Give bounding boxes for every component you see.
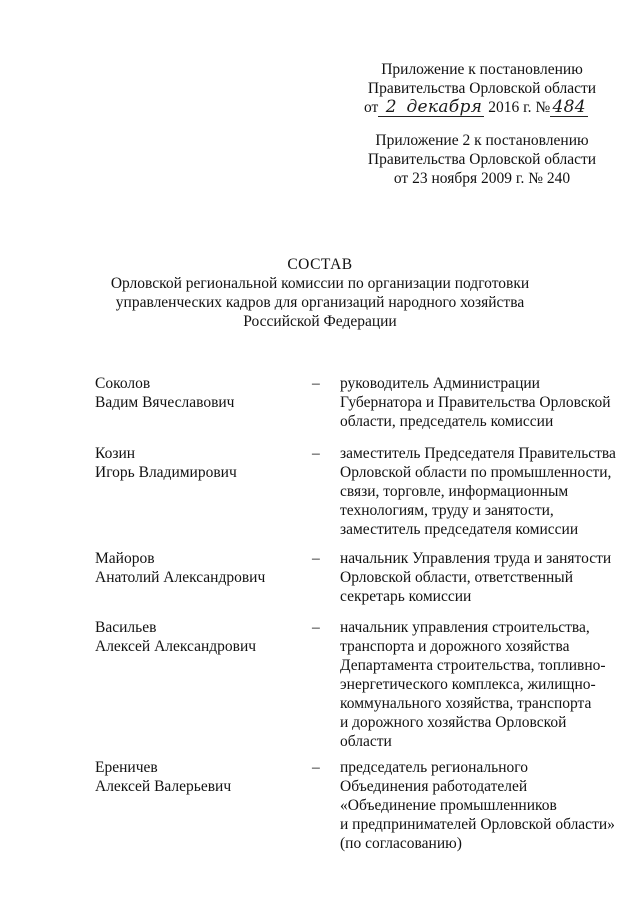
role-line: «Объединение промышленников xyxy=(340,797,557,814)
member-surname: Майоров xyxy=(95,550,155,567)
role-line: заместитель Председателя Правительства xyxy=(340,445,616,462)
role-line: (по согласованию) xyxy=(340,835,462,852)
handwritten-day: 2 xyxy=(385,97,397,117)
date-prefix: от xyxy=(364,99,379,116)
member-role xyxy=(340,444,616,539)
member-dash: – xyxy=(312,550,320,567)
appendix-header-old xyxy=(362,131,602,188)
role-line: Департамента строительства, топливно- xyxy=(340,657,606,674)
member-given-names: Алексей Александрович xyxy=(95,638,257,655)
member-role xyxy=(340,374,610,431)
appendix-old-line-1: Приложение 2 к постановлению xyxy=(375,132,589,149)
member-surname: Козин xyxy=(95,445,136,462)
appendix-header-new xyxy=(362,60,602,117)
role-line: области, председатель комиссии xyxy=(340,413,554,430)
role-line: области xyxy=(340,733,392,750)
role-line: и предпринимателей Орловской области» xyxy=(340,816,615,833)
member-name xyxy=(95,758,295,796)
appendix-line-2: Правительства Орловской области xyxy=(367,80,597,97)
role-line: начальник Управления труда и занятости xyxy=(340,550,612,567)
role-line: начальник управления строительства, xyxy=(340,619,590,636)
member-surname: Ереничев xyxy=(95,759,158,776)
member-dash: – xyxy=(312,619,320,636)
appendix-old-line-2: Правительства Орловской области xyxy=(367,151,597,168)
member-surname: Васильев xyxy=(95,619,157,636)
member-given-names: Игорь Владимирович xyxy=(95,464,237,481)
date-year: 2016 г. xyxy=(488,99,532,116)
member-given-names: Алексей Валерьевич xyxy=(95,778,232,795)
role-line: коммунального хозяйства, транспорта xyxy=(340,695,592,712)
member-surname: Соколов xyxy=(95,375,151,392)
role-line: Губернатора и Правительства Орловской xyxy=(340,394,611,411)
role-line: и дорожного хозяйства Орловской xyxy=(340,714,567,731)
member-given-names: Анатолий Александрович xyxy=(95,569,266,586)
appendix-line-1: Приложение к постановлению xyxy=(381,61,583,78)
role-line: транспорта и дорожного хозяйства xyxy=(340,638,570,655)
member-name xyxy=(95,444,295,482)
role-line: технологиям, труду и занятости, xyxy=(340,502,554,519)
role-line: связи, торговле, информационным xyxy=(340,483,569,500)
role-line: Объединения работодателей xyxy=(340,778,528,795)
document-title xyxy=(0,255,640,331)
handwritten-number: 484 xyxy=(552,97,586,117)
number-sign: № xyxy=(535,99,551,116)
role-line: Орловской области по промышленности, xyxy=(340,464,612,481)
appendix-old-line-3: от 23 ноября 2009 г. № 240 xyxy=(393,170,571,187)
member-name xyxy=(95,618,295,656)
member-role xyxy=(340,758,615,853)
member-name xyxy=(95,374,295,412)
role-line: руководитель Администрации xyxy=(340,375,540,392)
handwritten-month: декабря xyxy=(406,97,483,117)
member-dash: – xyxy=(312,375,320,392)
member-dash: – xyxy=(312,445,320,462)
role-line: энергетического комплекса, жилищно- xyxy=(340,676,596,693)
member-name xyxy=(95,549,295,587)
member-role xyxy=(340,618,610,751)
member-role xyxy=(340,549,610,606)
role-line: заместитель председателя комиссии xyxy=(340,521,579,538)
title-main: СОСТАВ xyxy=(287,256,353,273)
member-given-names: Вадим Вячеславович xyxy=(95,394,235,411)
title-line-1: Орловской региональной комиссии по организации подготовки xyxy=(110,275,530,292)
role-line: Орловской области, ответственный xyxy=(340,569,574,586)
appendix-date-line xyxy=(362,98,602,117)
role-line: председатель регионального xyxy=(340,759,528,776)
role-line: секретарь комиссии xyxy=(340,588,472,605)
title-line-2: управленческих кадров для организаций народного хозяйства xyxy=(115,294,525,311)
member-dash: – xyxy=(312,759,320,776)
title-line-3: Российской Федерации xyxy=(243,313,397,330)
